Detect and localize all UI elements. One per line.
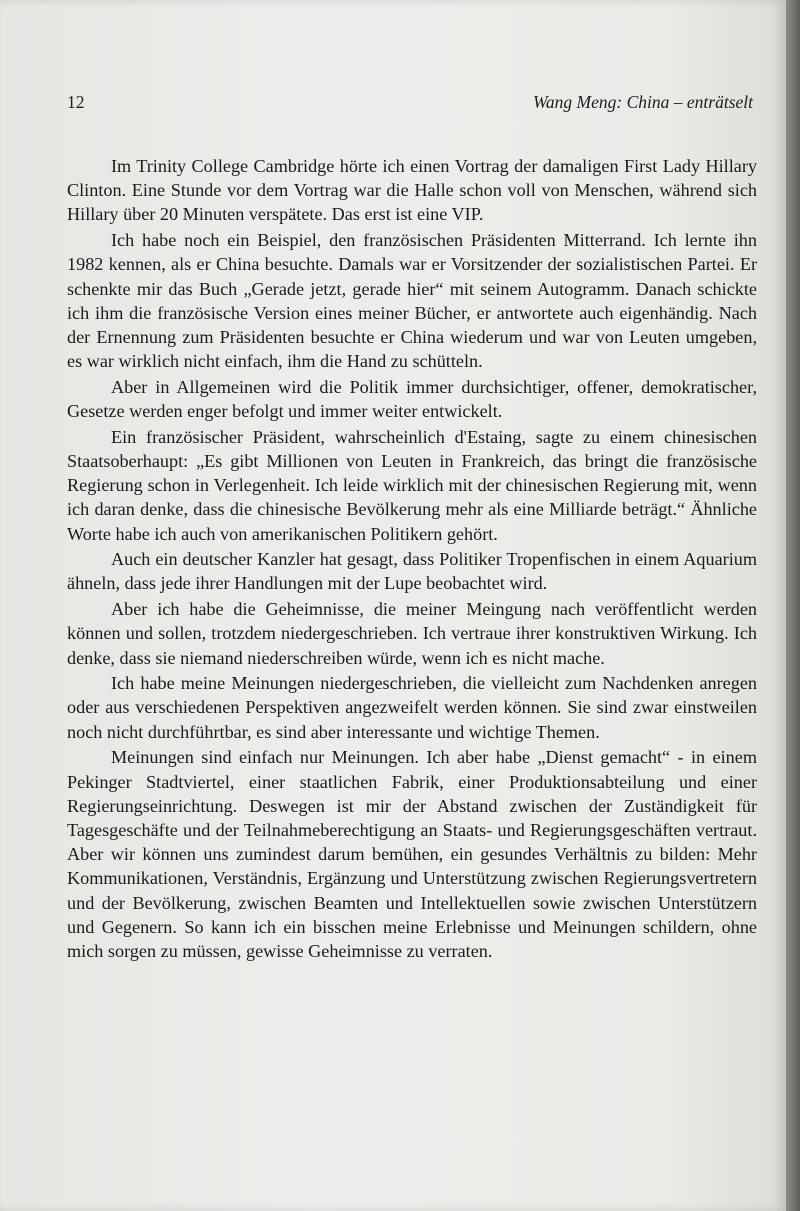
- running-head: Wang Meng: China – enträtselt: [532, 92, 753, 112]
- paragraph: Meinungen sind einfach nur Meinungen. Ich aber habe „Dienst gemacht“ - in einem Pekinger Stadtviertel, einer staatlichen Fabrik, einer Produktionsabteilung und einer Regierungseinrichtung. Deswegen ist mir der Abstand zwischen der Zuständigkeit für Tagesgeschäfte und der Teilnahmeberechtigung an Staats- und Regierungsgeschäften vertraut. Aber wir können uns zumindest darum bemühen, ein gesundes Verhältnis zu bilden: Mehr Kommunikationen, Verständnis, Ergänzung und Unterstützung zwischen Regierungsvertretern und der Bevölkerung, zwischen Beamten und Intellektuellen sowie zwischen Unterstützern und Gegenern. So kann ich ein bisschen meine Erlebnisse und Meinungen schildern, ohne mich sorgen zu müssen, gewisse Geheimnisse zu verraten.: [67, 747, 757, 961]
- page-header: [67, 92, 753, 118]
- paragraph: Aber ich habe die Geheimnisse, die meiner Meingung nach veröffentlicht werden können und sollen, trotzdem niedergeschrieben. Ich vertraue ihrer konstruktiven Wirkung. Ich denke, dass sie niemand niederschreiben würde, wenn ich es nicht mache.: [67, 599, 757, 668]
- page-number: 12: [67, 92, 85, 112]
- body-text: [67, 154, 757, 965]
- paragraph: Im Trinity College Cambridge hörte ich einen Vortrag der damaligen First Lady Hillary Clinton. Eine Stunde vor dem Vortrag war die Halle schon voll von Menschen, während sich Hillary über 20 Minuten verspätete. Das erst ist eine VIP.: [67, 156, 757, 225]
- page-edge-shadow: [786, 0, 800, 1211]
- paragraph: Ich habe meine Meinungen niedergeschrieben, die vielleicht zum Nachdenken anregen oder aus verschiedenen Perspektiven angezweifelt werden können. Sie sind zwar einstweilen noch nicht durchführtbar, es sind aber interessante und wichtige Themen.: [67, 673, 757, 742]
- paragraph: Ich habe noch ein Beispiel, den französischen Präsidenten Mitterrand. Ich lernte ihn 1982 kennen, als er China besuchte. Damals war er Vorsitzender der sozialistischen Partei. Er schenkte mir das Buch „Gerade jetzt, gerade hier“ mit seinem Autogramm. Danach schickte ich ihm die französische Version eines meiner Bücher, er antwortete auch eigenhändig. Nach der Ernennung zum Präsidenten besuchte er China wiederum und war von Leuten umgeben, es war wirklich nicht einfach, ihm die Hand zu schütteln.: [67, 230, 757, 372]
- paragraph: Auch ein deutscher Kanzler hat gesagt, dass Politiker Tropenfischen in einem Aquarium ähneln, dass jede ihrer Handlungen mit der Lupe beobachtet wird.: [67, 549, 757, 594]
- paragraph: Ein französischer Präsident, wahrscheinlich d'Estaing, sagte zu einem chinesischen Staatsoberhaupt: „Es gibt Millionen von Leuten in Frankreich, das bringt die französische Regierung schon in Verlegenheit. Ich leide wirklich mit der chinesischen Regierung mit, wenn ich daran denke, dass die chinesische Bevölkerung mehr als eine Milliarde beträgt.“ Ähnliche Worte habe ich auch von amerikanischen Politikern gehört.: [67, 426, 757, 544]
- paragraph: Aber in Allgemeinen wird die Politik immer durchsichtiger, offener, demokratischer, Gesetze werden enger befolgt und immer weiter entwickelt.: [67, 376, 757, 422]
